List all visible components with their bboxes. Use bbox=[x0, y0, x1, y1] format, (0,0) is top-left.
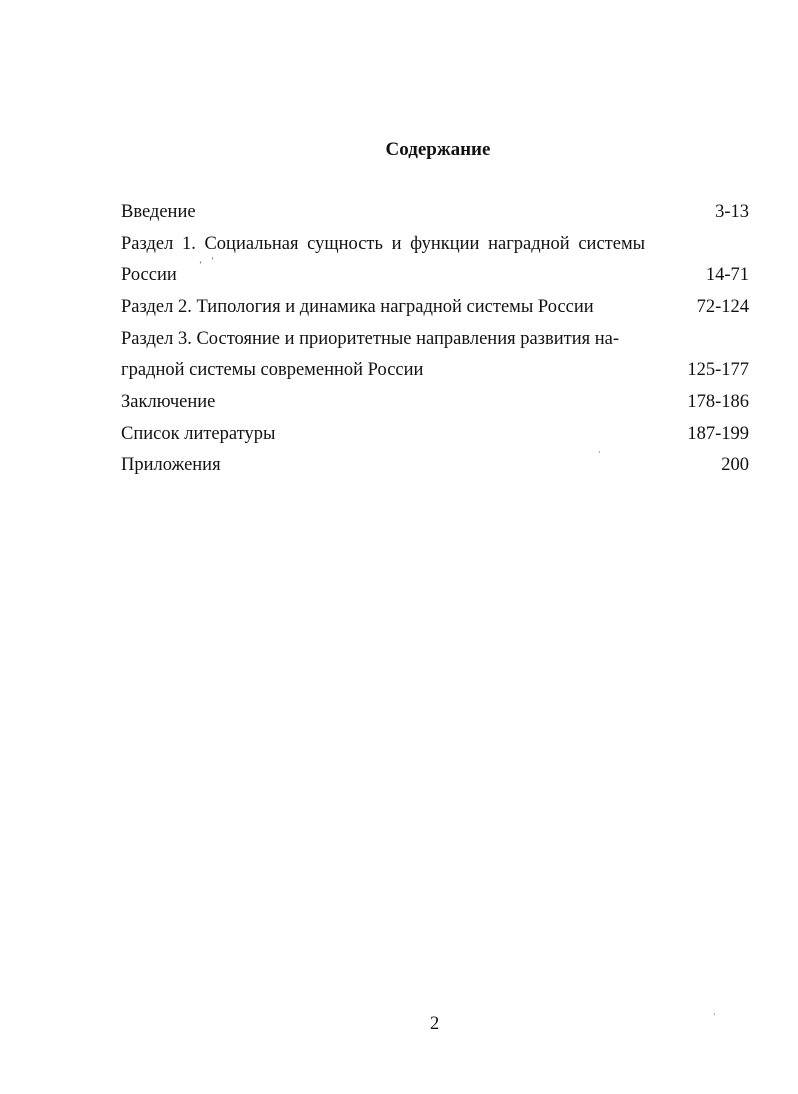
toc-entry-section-2 bbox=[121, 294, 749, 320]
toc-entry-section-1-line-2 bbox=[121, 262, 749, 288]
toc-entry-title: Раздел 3. Состояние и приоритетные направления развития на- bbox=[121, 329, 620, 349]
toc-entry-title-continued: градной системы современной России bbox=[121, 360, 424, 380]
scan-artifact: · bbox=[713, 1009, 716, 1019]
scan-artifact: ’ bbox=[211, 256, 214, 266]
scan-artifact: · bbox=[598, 447, 601, 457]
toc-entry-appendices bbox=[121, 452, 749, 478]
toc-entry-section-3-line-1 bbox=[121, 326, 749, 352]
toc-entry-title: Приложения bbox=[121, 455, 221, 475]
toc-entry-title: Раздел 2. Типология и динамика наградной системы России bbox=[121, 297, 594, 317]
toc-entry-conclusion bbox=[121, 389, 749, 415]
scan-artifact: ’ bbox=[199, 260, 202, 270]
toc-entry-pages: 125-177 bbox=[687, 360, 749, 380]
toc-entry-pages: 200 bbox=[721, 455, 749, 475]
page-number: 2 bbox=[430, 1014, 440, 1034]
toc-entry-pages: 187-199 bbox=[687, 424, 749, 444]
toc-entry-pages: 72-124 bbox=[696, 297, 749, 317]
toc-entry-title-continued: России bbox=[121, 265, 177, 285]
toc-entry-section-1-line-1 bbox=[121, 231, 749, 257]
toc-entry-title: Заключение bbox=[121, 392, 216, 412]
toc-entry-section-3-line-2 bbox=[121, 357, 749, 383]
toc-entry-title: Список литературы bbox=[121, 424, 276, 444]
toc-entry-pages: 14-71 bbox=[705, 265, 749, 285]
page-title: Содержание bbox=[385, 139, 491, 160]
toc-entry-introduction bbox=[121, 199, 749, 225]
toc-entry-pages: 178-186 bbox=[687, 392, 749, 412]
toc-entry-title: Раздел 1. Социальная сущность и функции наградной системы bbox=[121, 234, 646, 254]
toc-entry-bibliography bbox=[121, 421, 749, 447]
toc-entry-title: Введение bbox=[121, 202, 196, 222]
toc-entry-pages: 3-13 bbox=[715, 202, 749, 222]
